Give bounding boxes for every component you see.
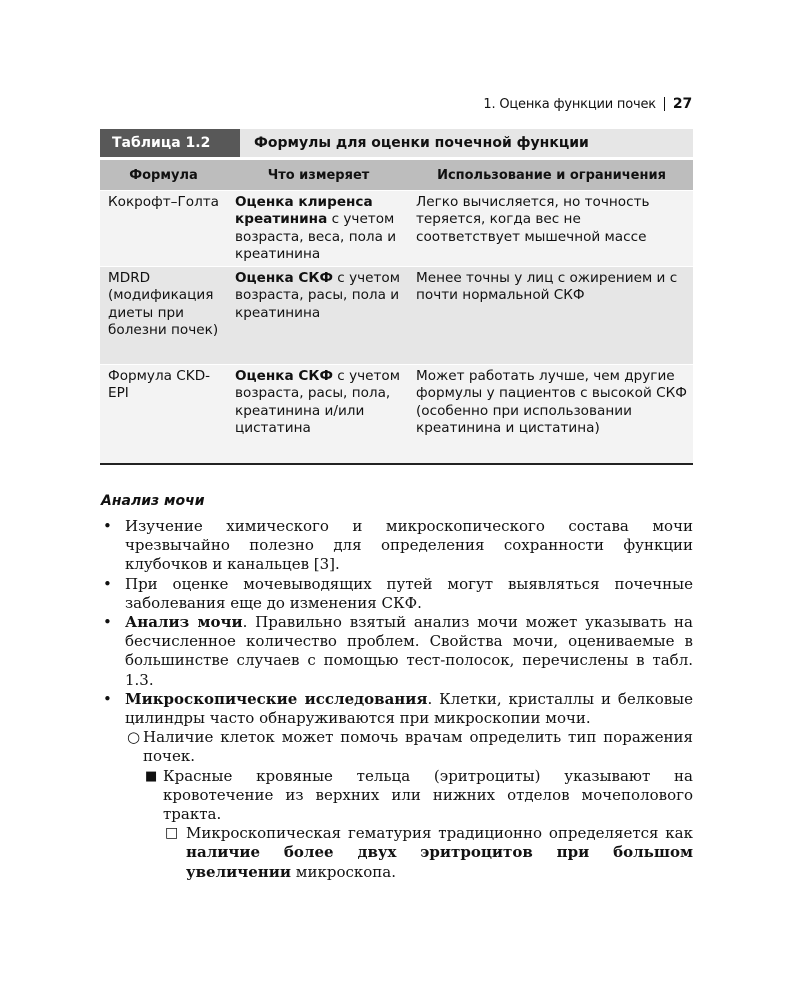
bullet-icon: •	[103, 613, 112, 632]
cell-usage: Может работать лучше, чем другие формулы у пациентов с высокой СКФ (особенно при использовании креатинина и цистатина)	[416, 368, 687, 437]
cell-formula: Формула CKD-EPI	[108, 368, 211, 402]
table-row	[100, 266, 693, 364]
hollow-square-bullet-icon: □	[165, 825, 179, 842]
header-measures: Что измеряет	[267, 167, 370, 183]
bullet-icon: •	[103, 517, 112, 535]
bullet-icon: •	[103, 689, 112, 708]
bullet-icon: •	[103, 574, 112, 593]
table-caption: Формулы для оценки почечной функции	[240, 129, 693, 157]
cell-formula: Кокрофт–Голта	[108, 194, 220, 210]
section-body	[101, 517, 693, 882]
page-number: 27	[672, 96, 692, 112]
square-bullet-icon: ■	[145, 768, 158, 784]
list-item: • Микроскопические исследования. Клетки, кристаллы и белковые цилиндры часто обнаруживаются при микроскопии мочи.	[103, 689, 693, 728]
table-header	[100, 160, 693, 190]
circle-bullet-icon: ○	[127, 728, 141, 747]
separator	[664, 97, 665, 111]
table-title-bar	[100, 129, 693, 157]
table-label: Таблица 1.2	[100, 129, 240, 157]
cell-measures: Оценка СКФ с учетом возраста, расы, пола, креатинина и/или цистатина	[235, 368, 400, 437]
chapter-title: 1. Оценка функции почек	[483, 96, 656, 112]
cell-usage: Легко вычисляется, но точность теряется, когда вес не соответствует мышечной массе	[416, 194, 650, 245]
list-item: ○ Наличие клеток может помочь врачам определить тип поражения почек.	[127, 728, 693, 766]
list-item: • Анализ мочи. Правильно взятый анализ мочи может указывать на бесчисленное количество проблем. Свойства мочи, оцениваемые в большинстве случаев с помощью тест-полосок, перечислены в табл. 1.3.	[103, 613, 693, 689]
running-head	[483, 96, 692, 112]
cell-measures: Оценка СКФ с учетом возраста, расы, пола и креатинина	[235, 270, 400, 321]
list-item: □ Микроскопическая гематурия традиционно определяется как наличие более двух эритроцитов при большом увеличении микроскопа.	[165, 824, 693, 881]
header-usage: Использование и ограничения	[437, 167, 666, 183]
table-row	[100, 364, 693, 465]
table-row	[100, 190, 693, 266]
cell-measures: Оценка клиренса креатинина с учетом возраста, веса, пола и креатинина	[235, 194, 397, 263]
cell-formula: MDRD (модификация диеты при болезни почек)	[108, 270, 219, 339]
section-title: Анализ мочи	[101, 493, 205, 509]
list-item: • При оценке мочевыводящих путей могут выявляться почечные заболевания еще до изменения СКФ.	[103, 574, 693, 612]
list-item: • Изучение химического и микроскопического состава мочи чрезвычайно полезно для определения сохранности функции клубочков и канальцев [3].	[103, 517, 693, 574]
list-item: ■ Красные кровяные тельца (эритроциты) указывают на кровотечение из верхних или нижних отделов мочеполового тракта.	[145, 766, 693, 824]
formula-table	[100, 129, 693, 465]
cell-usage: Менее точны у лиц с ожирением и с почти нормальной СКФ	[416, 270, 678, 304]
header-formula: Формула	[129, 167, 198, 183]
